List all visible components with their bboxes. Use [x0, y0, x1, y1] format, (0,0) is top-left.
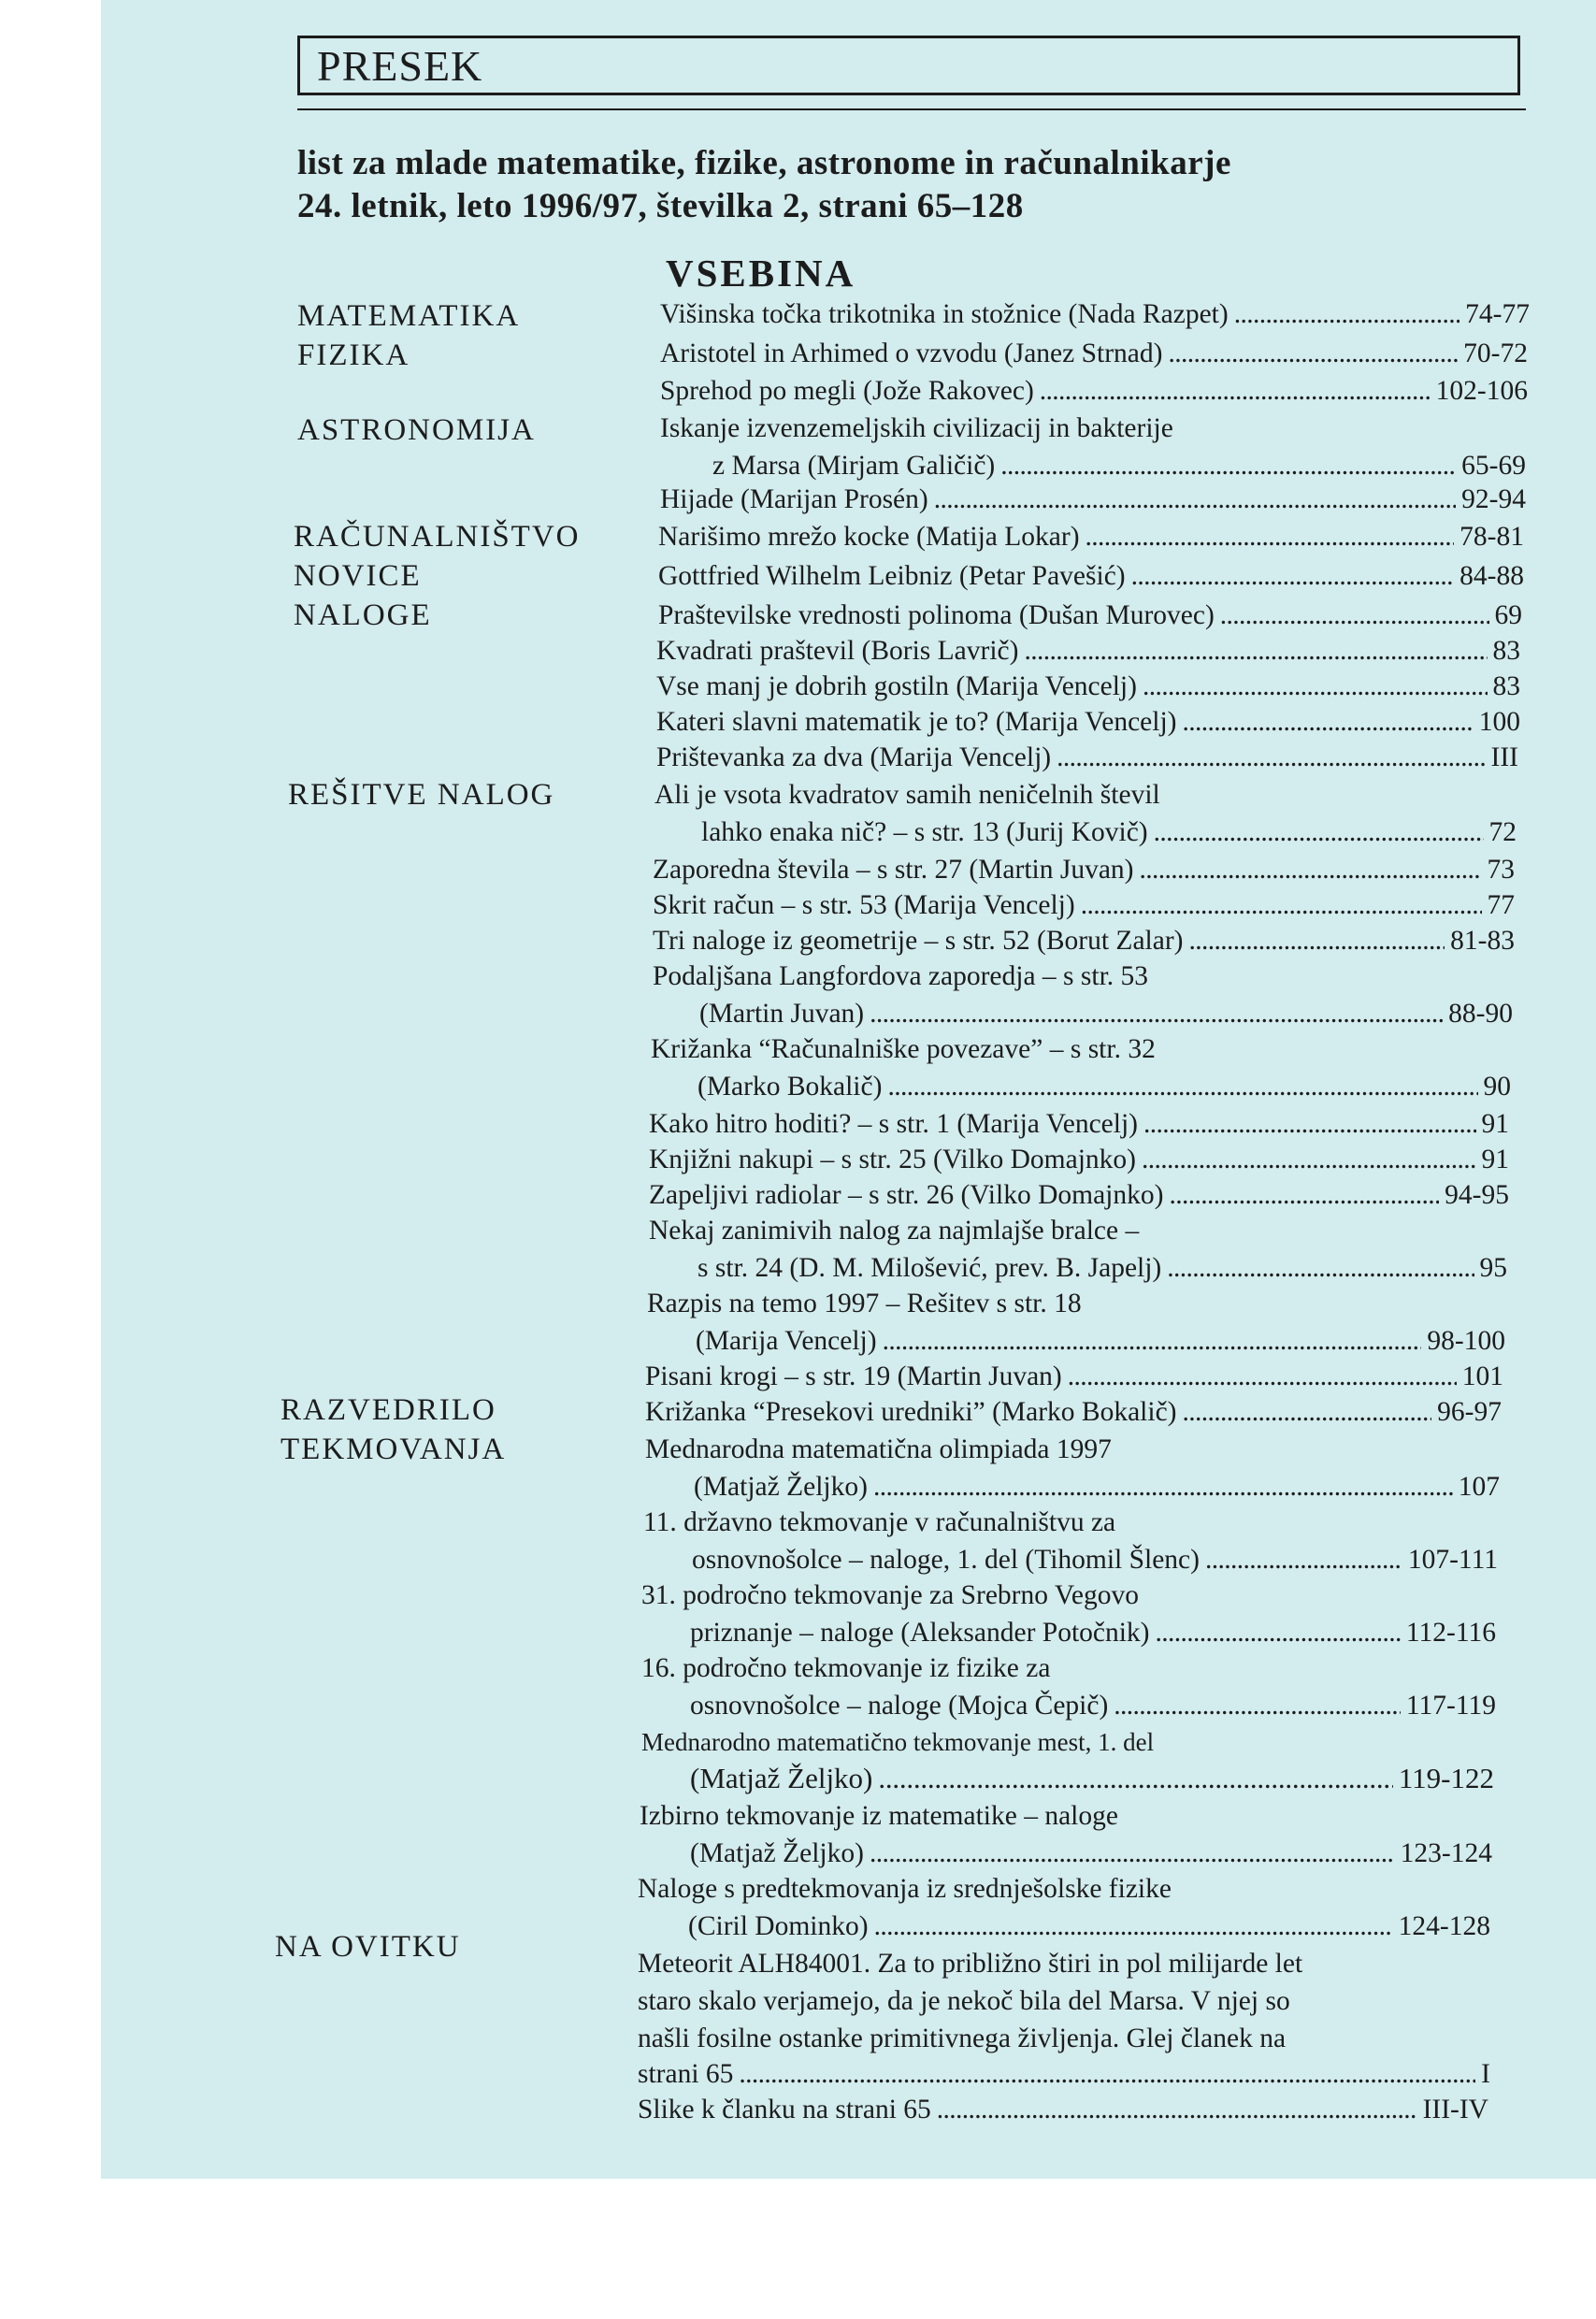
- list-item: Knjižni nakupi – s str. 25 (Vilko Domajnko) . . . 91: [649, 1145, 1509, 1175]
- list-item: Ali je vsota kvadratov samih neničelnih števil lahko enaka nič? – s str. 13 (Jurij Kovič) . . . 72: [654, 780, 1517, 855]
- list-item: Praštevilske vrednosti polinoma (Dušan Murovec) . . . 69: [658, 600, 1522, 631]
- list-item: 16. področno tekmovanje iz fizike za osnovnošolce – naloge (Mojca Čepič) . . . 117-119: [641, 1653, 1496, 1728]
- list-item: Kako hitro hoditi? – s str. 1 (Marija Vencelj) . . . 91: [649, 1109, 1509, 1140]
- section-label: FIZIKA: [297, 338, 410, 372]
- list-item: Gottfried Wilhelm Leibniz (Petar Pavešić) . . . 84-88: [658, 561, 1524, 592]
- list-item: Tri naloge iz geometrije – s str. 52 (Borut Zalar) . . . 81-83: [653, 926, 1515, 957]
- list-item: Zaporedna števila – s str. 27 (Martin Juvan) . . . 73: [653, 855, 1515, 886]
- list-item: Narišimo mrežo kocke (Matija Lokar) . . . 78-81: [658, 522, 1524, 553]
- journal-title: PRESEK: [317, 41, 483, 90]
- list-item: Nekaj zanimivih nalog za najmlajše bralce – s str. 24 (D. M. Milošević, prev. B. Japelj) . . . 95: [649, 1216, 1507, 1290]
- list-item: Križanka “Računalniške povezave” – s str. 32 (Marko Bokalič) . . . 90: [651, 1034, 1511, 1109]
- list-item: Izbirno tekmovanje iz matematike – naloge (Matjaž Željko) . . . 123-124: [640, 1801, 1492, 1876]
- list-item: Prištevanka za dva (Marija Vencelj) . . . III: [656, 742, 1518, 773]
- section-label: ASTRONOMIJA: [297, 413, 536, 447]
- section-label: TEKMOVANJA: [280, 1433, 507, 1466]
- section-label: RAČUNALNIŠTVO: [294, 520, 581, 554]
- section-label: MATEMATIKA: [297, 299, 521, 333]
- list-item: Zapeljivi radiolar – s str. 26 (Vilko Domajnko) . . . 94-95: [649, 1180, 1509, 1211]
- subtitle-line-1: list za mlade matematike, fizike, astronome in računalnikarje: [297, 144, 1231, 182]
- list-item: Hijade (Marijan Prosén) . . . 92-94: [660, 484, 1526, 515]
- list-item: Križanka “Presekovi uredniki” (Marko Bokalič) . . . 96-97: [645, 1397, 1502, 1428]
- subtitle-line-2: 24. letnik, leto 1996/97, številka 2, strani 65–128: [297, 187, 1024, 225]
- list-item: Vse manj je dobrih gostiln (Marija Vencelj) . . . 83: [656, 671, 1520, 702]
- section-label: RAZVEDRILO: [280, 1393, 496, 1427]
- list-item: Mednarodna matematična olimpiada 1997 (Matjaž Željko) . . . 107: [645, 1434, 1500, 1509]
- list-item: 31. področno tekmovanje za Srebrno Vegovo priznanje – naloge (Aleksander Potočnik) . . . 112-116: [641, 1580, 1496, 1655]
- list-item: Kvadrati praštevil (Boris Lavrič) . . . 83: [656, 636, 1520, 667]
- section-label: REŠITVE NALOG: [288, 778, 555, 812]
- section-label: NALOGE: [294, 598, 432, 632]
- list-item: Podaljšana Langfordova zaporedja – s str. 53 (Martin Juvan) . . . 88-90: [653, 961, 1513, 1036]
- list-item: Iskanje izvenzemeljskih civilizacij in bakterije z Marsa (Mirjam Galičič) . . . 65-69: [660, 413, 1526, 488]
- list-item: Kateri slavni matematik je to? (Marija Vencelj) . . . 100: [656, 707, 1520, 738]
- masthead-box: [297, 36, 1520, 95]
- list-item: Sprehod po megli (Jože Rakovec) . . . 102-106: [660, 376, 1528, 407]
- list-item: Aristotel in Arhimed o vzvodu (Janez Strnad) . . . 70-72: [660, 338, 1528, 369]
- section-label: NA OVITKU: [275, 1930, 461, 1964]
- list-item: Razpis na temo 1997 – Rešitev s str. 18 (Marija Vencelj) . . . 98-100: [647, 1289, 1505, 1363]
- contents-heading: VSEBINA: [666, 252, 856, 295]
- cover-description: Meteorit ALH84001. Za to približno štiri in pol milijarde let staro skalo verjamejo, da je nekoč bila del Marsa. V njej so našli fosilne ostanke primitivnega življenja. Glej članek na strani 65 . . . I Slike k članku na strani 65 . . . III-IV: [638, 1949, 1490, 2145]
- list-item: Mednarodno matematično tekmovanje mest, 1. del (Matjaž Željko) . . . 119-122: [641, 1726, 1494, 1801]
- list-item: Naloge s predtekmovanja iz srednješolske fizike (Ciril Dominko) . . . 124-128: [638, 1874, 1490, 1949]
- section-label: NOVICE: [294, 559, 422, 593]
- list-item: Višinska točka trikotnika in stožnice (Nada Razpet) . . . 74-77: [660, 299, 1530, 330]
- list-item: Pisani krogi – s str. 19 (Martin Juvan) . . . 101: [645, 1361, 1503, 1392]
- list-item: Skrit račun – s str. 53 (Marija Vencelj) . . . 77: [653, 890, 1515, 921]
- list-item: 11. državno tekmovanje v računalništvu za osnovnošolce – naloge, 1. del (Tihomil Šlenc) . . . 107-111: [643, 1507, 1498, 1582]
- journal-subtitle: [297, 142, 1531, 228]
- header-rule: [297, 108, 1526, 110]
